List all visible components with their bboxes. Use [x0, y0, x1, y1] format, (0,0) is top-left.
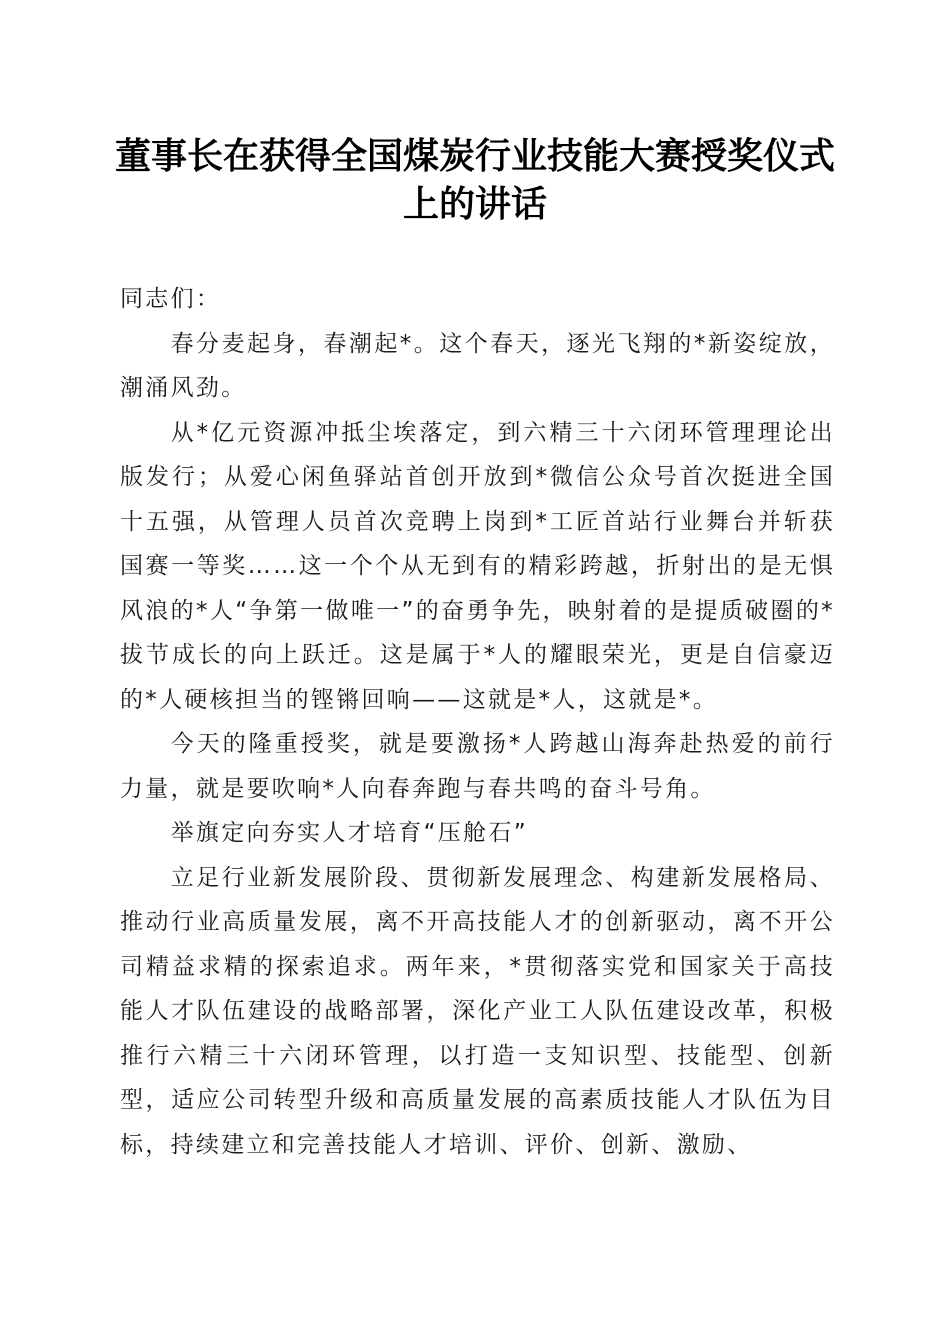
document-body	[120, 277, 835, 1167]
paragraph: 今天的隆重授奖，就是要激扬*人跨越山海奔赴热爱的前行力量，就是要吹响*人向春奔跑与春共鸣的奋斗号角。	[120, 731, 835, 802]
title-line-2: 上的讲话	[402, 183, 547, 225]
document-title	[100, 132, 850, 228]
paragraph: 从*亿元资源冲抵尘埃落定，到六精三十六闭环管理理论出版发行；从爱心闲鱼驿站首创开放到*微信公众号首次挺进全国十五强，从管理人员首次竞聘上岗到*工匠首站行业舞台并斩获国赛一等奖……这一个个从无到有的精彩跨越，折射出的是无惧风浪的*人“争第一做唯一”的奋勇争先，映射着的是提质破圈的*拔节成长的向上跃迁。这是属于*人的耀眼荣光，更是自信豪迈的*人硬核担当的铿锵回响——这就是*人，这就是*。	[120, 419, 835, 713]
section-heading: 举旗定向夯实人才培育“压舱石”	[170, 820, 528, 846]
paragraph: 春分麦起身，春潮起*。这个春天，逐光飞翔的*新姿绽放，潮涌风劲。	[120, 330, 835, 401]
paragraph: 立足行业新发展阶段、贯彻新发展理念、构建新发展格局、推动行业高质量发展，离不开高技能人才的创新驱动，离不开公司精益求精的探索追求。两年来，*贯彻落实党和国家关于高技能人才队伍建设的战略部署，深化产业工人队伍建设改革，积极推行六精三十六闭环管理，以打造一支知识型、技能型、创新型，适应公司转型升级和高质量发展的高素质技能人才队伍为目标，持续建立和完善技能人才培训、评价、创新、激励、	[120, 864, 835, 1158]
title-line-1: 董事长在获得全国煤炭行业技能大赛授奖仪式	[114, 135, 835, 177]
salutation: 同志们：	[120, 286, 222, 312]
